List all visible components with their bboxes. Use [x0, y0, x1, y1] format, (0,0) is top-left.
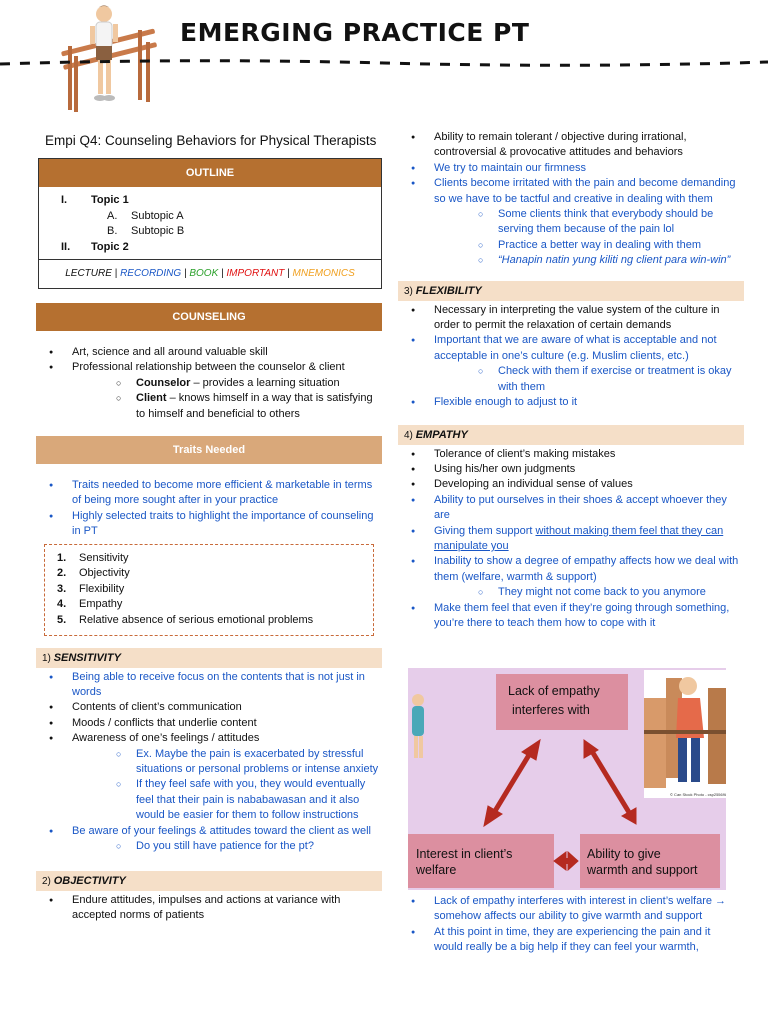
list-item: ○ “Hanapin natin yung kiliti ng client para win-win”	[434, 253, 744, 268]
list-item: ○ Counselor – provides a learning situation	[72, 376, 382, 391]
right-column	[398, 130, 744, 631]
list-item: ● Highly selected traits to highlight the importance of counseling in PT	[36, 509, 382, 540]
traits-list	[36, 478, 382, 540]
section-bar-counseling: COUNSELING	[36, 303, 382, 331]
list-item: ○ Client – knows himself in a way that is satisfying to himself and beneficial to others	[72, 391, 382, 422]
list-item: ○ If they feel safe with you, they would eventually feel that their pain is nababawasan and it also would be easier for them to follow instructions	[72, 777, 382, 823]
left-column	[36, 130, 382, 923]
list-item: ○ Some clients think that everybody should be serving them because of the pain lol	[434, 207, 744, 238]
list-item: ● Professional relationship between the counselor & client ○ Counselor – provides a learning situation ○ Client – knows himself in a way that is satisfying to himself and beneficial to others	[36, 360, 382, 422]
list-item: ● Moods / conflicts that underlie content	[36, 716, 382, 731]
list-item: ● Tolerance of client’s making mistakes	[398, 447, 744, 462]
outline-body	[39, 187, 381, 260]
image-credit: © Can Stock Photo - csp2556981	[670, 792, 726, 797]
document-title: Empi Q4: Counseling Behaviors for Physical Therapists	[45, 133, 377, 148]
list-item: ● Using his/her own judgments	[398, 462, 744, 477]
list-item: ● Contents of client’s communication	[36, 700, 382, 715]
legend-lecture: LECTURE	[65, 268, 112, 279]
list-item: ○ Practice a better way in dealing with them	[434, 238, 744, 253]
objectivity-list-2	[398, 130, 744, 269]
trait-item: 3. Flexibility	[57, 582, 125, 595]
outline-topic[interactable]: II. Topic 2	[61, 240, 129, 253]
diagram-right-text: Ability to give warmth and support	[587, 847, 698, 877]
list-item: ● Be aware of your feelings & attitudes toward the client as well ○ Do you still have patience for the pt?	[36, 824, 382, 855]
section-bar-objectivity: 2) OBJECTIVITY	[36, 871, 382, 891]
list-item: ○ Ex. Maybe the pain is exacerbated by stressful situations or personal problems or intense anxiety	[72, 747, 382, 778]
underlined-emphasis: without making them feel that they can manipulate you	[434, 524, 724, 552]
outline-topic[interactable]: I. Topic 1	[61, 194, 129, 206]
list-item: ○ Check with them if exercise or treatment is okay with them	[434, 364, 744, 395]
section-bar-flexibility: 3) FLEXIBILITY	[398, 281, 744, 301]
legend-recording: RECORDING	[120, 268, 182, 279]
outline-heading: OUTLINE	[39, 159, 381, 187]
diagram-box-top	[496, 674, 628, 730]
counseling-list	[36, 345, 382, 422]
list-item: ● Ability to put ourselves in their shoes & accept whoever they are	[398, 493, 744, 524]
list-item: ○ Do you still have patience for the pt?	[72, 839, 382, 854]
list-item: ● Traits needed to become more efficient & marketable in terms of being more sought after in your practice	[36, 478, 382, 509]
diagram-svg	[408, 668, 726, 890]
legend-important: IMPORTANT	[226, 268, 285, 279]
list-item: ● Giving them support without making them feel that they can manipulate you	[398, 524, 744, 555]
traits-box	[44, 544, 374, 636]
list-item: ● Awareness of one’s feelings / attitudes ○ Ex. Maybe the pain is exacerbated by stressful situations or personal problems or intense anxiety ○ If they feel safe with you, they would eventually feel that their pain is nababawasan and it also would be easier for them to follow instructions	[36, 731, 382, 823]
list-item: ● Flexible enough to adjust to it	[398, 395, 744, 410]
list-item: ● Lack of empathy interferes with interest in client’s welfare → somehow affects our ability to give warmth and support	[398, 894, 728, 925]
trait-item: 2. Objectivity	[57, 567, 130, 580]
list-item: ● Necessary in interpreting the value system of the culture in order to permit the relaxation of certain demands	[398, 303, 744, 334]
trait-item: 4. Empathy	[57, 598, 123, 611]
list-item: ○ They might not come back to you anymore	[434, 585, 744, 600]
trait-item: 1. Sensitivity	[57, 551, 129, 564]
sensitivity-list	[36, 670, 382, 855]
trait-item: 5. Relative absence of serious emotional problems	[57, 614, 314, 627]
list-item: ● Endure attitudes, impulses and actions at variance with accepted norms of patients	[36, 893, 382, 924]
list-item: ● Being able to receive focus on the contents that is not just in words	[36, 670, 382, 701]
diagram-left-text: Interest in client’s welfare	[416, 847, 513, 877]
section-bar-sensitivity: 1) SENSITIVITY	[36, 648, 382, 668]
outline-subtopic[interactable]: B. Subtopic B	[107, 225, 185, 237]
legend-book: BOOK	[189, 268, 219, 279]
list-item: ● Important that we are aware of what is acceptable and not acceptable in one’s culture (e.g. Muslim clients, etc.) ○ Check with them if exercise or treatment is okay with them	[398, 333, 744, 395]
empathy-list	[398, 447, 744, 632]
list-item: ● Make them feel that even if they’re going through something, you’re there to teach them how to cope with it	[398, 601, 744, 632]
diagram-top-text: Lack of empathy interferes with	[508, 684, 600, 717]
color-legend: LECTURE | RECORDING | BOOK | IMPORTANT | MNEMONICS	[65, 268, 355, 279]
section-bar-empathy: 4) EMPATHY	[398, 425, 744, 445]
flexibility-list	[398, 303, 744, 411]
empathy-list-2	[398, 894, 728, 956]
dashed-divider	[0, 56, 768, 70]
empathy-diagram	[408, 668, 726, 890]
outline-subtopic[interactable]: A. Subtopic A	[107, 209, 184, 222]
diagram-box-left	[408, 834, 554, 888]
list-item: ● We try to maintain our firmness	[398, 161, 744, 176]
empathy-after-diagram	[398, 894, 728, 956]
outline-box	[38, 158, 382, 289]
list-item: ● At this point in time, they are experiencing the pain and it would really be a big help if they can feel your warmth,	[398, 925, 728, 956]
list-item: ● Art, science and all around valuable skill	[36, 345, 382, 360]
objectivity-list-1	[36, 893, 382, 924]
list-item: ● Ability to remain tolerant / objective during irrational, controversial & provocative attitudes and behaviors	[398, 130, 744, 161]
diagram-box-right	[580, 834, 720, 888]
brand-title: EMERGING PRACTICE PT	[180, 18, 530, 47]
list-item: ● Clients become irritated with the pain and become demanding so we have to be tactful and creative in dealing with them ○ Some clients think that everybody should be serving them because of the pain lol ○ Practice a better way in dealing with them ○ “Hanapin natin yung kiliti ng client para win-win”	[398, 176, 744, 268]
section-bar-traits: Traits Needed	[36, 436, 382, 464]
list-item: ● Developing an individual sense of values	[398, 477, 744, 492]
legend-mnemonics: MNEMONICS	[292, 268, 355, 279]
man-walking-illustration	[644, 670, 726, 798]
list-item: ● Inability to show a degree of empathy affects how we deal with them (welfare, warmth & support) ○ They might not come back to you anymore	[398, 554, 744, 600]
